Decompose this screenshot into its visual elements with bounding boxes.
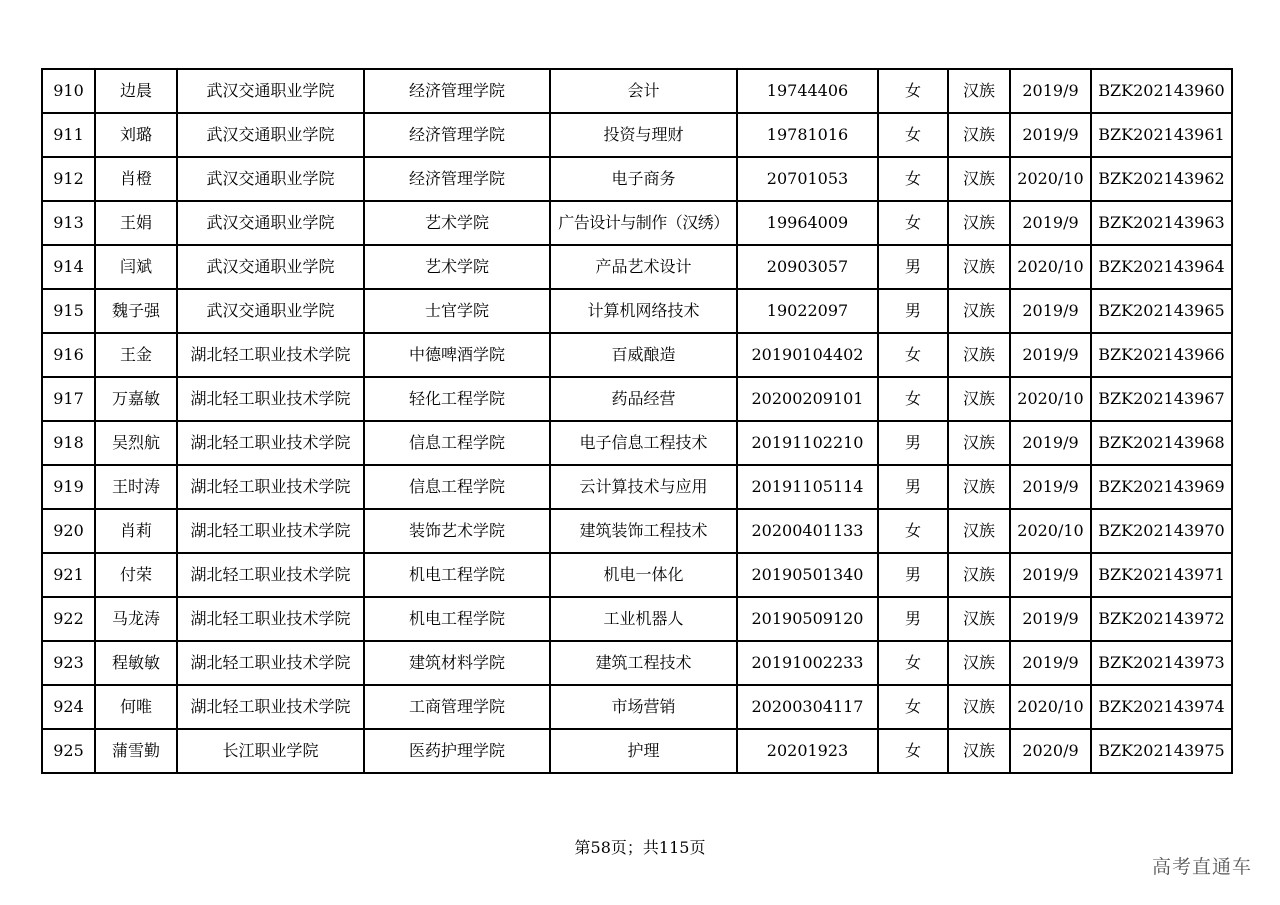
student-id-cell: 19781016 xyxy=(737,113,878,157)
gender-cell: 女 xyxy=(878,113,948,157)
student-id-cell: 20200304117 xyxy=(737,685,878,729)
student-name-cell: 刘璐 xyxy=(95,113,177,157)
table-row xyxy=(42,421,1232,465)
school-name-cell: 武汉交通职业学院 xyxy=(177,245,364,289)
table-row xyxy=(42,729,1232,773)
gender-cell: 男 xyxy=(878,289,948,333)
major-name-cell: 建筑装饰工程技术 xyxy=(550,509,737,553)
row-number-cell: 921 xyxy=(42,553,95,597)
row-number-cell: 915 xyxy=(42,289,95,333)
student-id-cell: 19964009 xyxy=(737,201,878,245)
student-name-cell: 魏子强 xyxy=(95,289,177,333)
gender-cell: 女 xyxy=(878,157,948,201)
row-number-cell: 918 xyxy=(42,421,95,465)
gender-cell: 女 xyxy=(878,509,948,553)
table-row xyxy=(42,289,1232,333)
row-number-cell: 914 xyxy=(42,245,95,289)
ethnicity-cell: 汉族 xyxy=(948,201,1010,245)
enrollment-date-cell: 2019/9 xyxy=(1010,69,1091,113)
major-name-cell: 投资与理财 xyxy=(550,113,737,157)
school-name-cell: 湖北轻工职业技术学院 xyxy=(177,685,364,729)
school-name-cell: 湖北轻工职业技术学院 xyxy=(177,465,364,509)
ethnicity-cell: 汉族 xyxy=(948,685,1010,729)
school-name-cell: 湖北轻工职业技术学院 xyxy=(177,333,364,377)
row-number-cell: 925 xyxy=(42,729,95,773)
college-name-cell: 艺术学院 xyxy=(364,201,550,245)
enrollment-date-cell: 2019/9 xyxy=(1010,465,1091,509)
ethnicity-cell: 汉族 xyxy=(948,157,1010,201)
enrollment-date-cell: 2019/9 xyxy=(1010,201,1091,245)
ethnicity-cell: 汉族 xyxy=(948,113,1010,157)
table-row xyxy=(42,553,1232,597)
school-name-cell: 湖北轻工职业技术学院 xyxy=(177,377,364,421)
student-name-cell: 万嘉敏 xyxy=(95,377,177,421)
enrollment-date-cell: 2020/10 xyxy=(1010,509,1091,553)
table-row xyxy=(42,685,1232,729)
major-name-cell: 电子信息工程技术 xyxy=(550,421,737,465)
student-id-cell: 20190501340 xyxy=(737,553,878,597)
major-name-cell: 会计 xyxy=(550,69,737,113)
enrollment-date-cell: 2020/10 xyxy=(1010,157,1091,201)
table-row xyxy=(42,245,1232,289)
school-name-cell: 长江职业学院 xyxy=(177,729,364,773)
major-name-cell: 建筑工程技术 xyxy=(550,641,737,685)
college-name-cell: 医药护理学院 xyxy=(364,729,550,773)
enrollment-date-cell: 2020/9 xyxy=(1010,729,1091,773)
ethnicity-cell: 汉族 xyxy=(948,465,1010,509)
student-name-cell: 肖莉 xyxy=(95,509,177,553)
school-name-cell: 武汉交通职业学院 xyxy=(177,113,364,157)
ethnicity-cell: 汉族 xyxy=(948,553,1010,597)
gender-cell: 女 xyxy=(878,641,948,685)
college-name-cell: 机电工程学院 xyxy=(364,597,550,641)
certificate-number-cell: BZK202143969 xyxy=(1091,465,1232,509)
school-name-cell: 湖北轻工职业技术学院 xyxy=(177,597,364,641)
school-name-cell: 湖北轻工职业技术学院 xyxy=(177,553,364,597)
certificate-number-cell: BZK202143965 xyxy=(1091,289,1232,333)
enrollment-date-cell: 2019/9 xyxy=(1010,641,1091,685)
enrollment-date-cell: 2020/10 xyxy=(1010,685,1091,729)
row-number-cell: 922 xyxy=(42,597,95,641)
row-number-cell: 913 xyxy=(42,201,95,245)
student-name-cell: 边晨 xyxy=(95,69,177,113)
row-number-cell: 920 xyxy=(42,509,95,553)
student-name-cell: 王金 xyxy=(95,333,177,377)
enrollment-date-cell: 2019/9 xyxy=(1010,333,1091,377)
gender-cell: 女 xyxy=(878,729,948,773)
certificate-number-cell: BZK202143970 xyxy=(1091,509,1232,553)
school-name-cell: 湖北轻工职业技术学院 xyxy=(177,421,364,465)
certificate-number-cell: BZK202143964 xyxy=(1091,245,1232,289)
certificate-number-cell: BZK202143975 xyxy=(1091,729,1232,773)
student-id-cell: 20701053 xyxy=(737,157,878,201)
student-id-cell: 20191002233 xyxy=(737,641,878,685)
college-name-cell: 艺术学院 xyxy=(364,245,550,289)
ethnicity-cell: 汉族 xyxy=(948,421,1010,465)
enrollment-date-cell: 2019/9 xyxy=(1010,113,1091,157)
gender-cell: 女 xyxy=(878,333,948,377)
major-name-cell: 计算机网络技术 xyxy=(550,289,737,333)
certificate-number-cell: BZK202143967 xyxy=(1091,377,1232,421)
watermark-logo: 高考直通车 xyxy=(1151,856,1252,878)
enrollment-date-cell: 2019/9 xyxy=(1010,553,1091,597)
ethnicity-cell: 汉族 xyxy=(948,69,1010,113)
ethnicity-cell: 汉族 xyxy=(948,333,1010,377)
student-name-cell: 闫斌 xyxy=(95,245,177,289)
student-id-cell: 19022097 xyxy=(737,289,878,333)
certificate-number-cell: BZK202143973 xyxy=(1091,641,1232,685)
gender-cell: 女 xyxy=(878,201,948,245)
enrollment-date-cell: 2020/10 xyxy=(1010,377,1091,421)
page-number: 第58页；共115页 xyxy=(574,838,706,857)
gender-cell: 男 xyxy=(878,465,948,509)
school-name-cell: 武汉交通职业学院 xyxy=(177,289,364,333)
table-body xyxy=(42,69,1232,773)
school-name-cell: 武汉交通职业学院 xyxy=(177,69,364,113)
gender-cell: 男 xyxy=(878,245,948,289)
major-name-cell: 产品艺术设计 xyxy=(550,245,737,289)
gender-cell: 男 xyxy=(878,553,948,597)
school-name-cell: 湖北轻工职业技术学院 xyxy=(177,641,364,685)
enrollment-date-cell: 2019/9 xyxy=(1010,597,1091,641)
enrollment-date-cell: 2019/9 xyxy=(1010,421,1091,465)
table-row xyxy=(42,641,1232,685)
college-name-cell: 中德啤酒学院 xyxy=(364,333,550,377)
certificate-number-cell: BZK202143974 xyxy=(1091,685,1232,729)
ethnicity-cell: 汉族 xyxy=(948,289,1010,333)
college-name-cell: 经济管理学院 xyxy=(364,113,550,157)
student-id-cell: 20191102210 xyxy=(737,421,878,465)
school-name-cell: 武汉交通职业学院 xyxy=(177,157,364,201)
ethnicity-cell: 汉族 xyxy=(948,245,1010,289)
certificate-number-cell: BZK202143966 xyxy=(1091,333,1232,377)
row-number-cell: 919 xyxy=(42,465,95,509)
student-list-table xyxy=(41,68,1233,774)
certificate-number-cell: BZK202143960 xyxy=(1091,69,1232,113)
student-id-cell: 20201923 xyxy=(737,729,878,773)
school-name-cell: 湖北轻工职业技术学院 xyxy=(177,509,364,553)
certificate-number-cell: BZK202143963 xyxy=(1091,201,1232,245)
college-name-cell: 经济管理学院 xyxy=(364,69,550,113)
student-name-cell: 付荣 xyxy=(95,553,177,597)
major-name-cell: 护理 xyxy=(550,729,737,773)
student-id-cell: 20190509120 xyxy=(737,597,878,641)
gender-cell: 女 xyxy=(878,377,948,421)
school-name-cell: 武汉交通职业学院 xyxy=(177,201,364,245)
student-name-cell: 程敏敏 xyxy=(95,641,177,685)
major-name-cell: 药品经营 xyxy=(550,377,737,421)
certificate-number-cell: BZK202143962 xyxy=(1091,157,1232,201)
college-name-cell: 信息工程学院 xyxy=(364,465,550,509)
table-row xyxy=(42,157,1232,201)
table-row xyxy=(42,597,1232,641)
college-name-cell: 经济管理学院 xyxy=(364,157,550,201)
college-name-cell: 士官学院 xyxy=(364,289,550,333)
student-name-cell: 肖橙 xyxy=(95,157,177,201)
college-name-cell: 轻化工程学院 xyxy=(364,377,550,421)
student-name-cell: 王娟 xyxy=(95,201,177,245)
table-row xyxy=(42,113,1232,157)
student-id-cell: 19744406 xyxy=(737,69,878,113)
table-row xyxy=(42,69,1232,113)
college-name-cell: 建筑材料学院 xyxy=(364,641,550,685)
major-name-cell: 电子商务 xyxy=(550,157,737,201)
major-name-cell: 百威酿造 xyxy=(550,333,737,377)
college-name-cell: 装饰艺术学院 xyxy=(364,509,550,553)
row-number-cell: 912 xyxy=(42,157,95,201)
certificate-number-cell: BZK202143972 xyxy=(1091,597,1232,641)
student-id-cell: 20190104402 xyxy=(737,333,878,377)
ethnicity-cell: 汉族 xyxy=(948,597,1010,641)
row-number-cell: 911 xyxy=(42,113,95,157)
major-name-cell: 市场营销 xyxy=(550,685,737,729)
table-row xyxy=(42,465,1232,509)
major-name-cell: 机电一体化 xyxy=(550,553,737,597)
row-number-cell: 910 xyxy=(42,69,95,113)
gender-cell: 女 xyxy=(878,685,948,729)
student-id-cell: 20200401133 xyxy=(737,509,878,553)
college-name-cell: 机电工程学院 xyxy=(364,553,550,597)
enrollment-date-cell: 2020/10 xyxy=(1010,245,1091,289)
student-id-cell: 20191105114 xyxy=(737,465,878,509)
major-name-cell: 广告设计与制作（汉绣） xyxy=(550,201,737,245)
gender-cell: 女 xyxy=(878,69,948,113)
table-row xyxy=(42,377,1232,421)
ethnicity-cell: 汉族 xyxy=(948,729,1010,773)
certificate-number-cell: BZK202143961 xyxy=(1091,113,1232,157)
college-name-cell: 信息工程学院 xyxy=(364,421,550,465)
gender-cell: 男 xyxy=(878,421,948,465)
row-number-cell: 917 xyxy=(42,377,95,421)
student-name-cell: 马龙涛 xyxy=(95,597,177,641)
gender-cell: 男 xyxy=(878,597,948,641)
ethnicity-cell: 汉族 xyxy=(948,641,1010,685)
table-row xyxy=(42,201,1232,245)
student-name-cell: 何唯 xyxy=(95,685,177,729)
row-number-cell: 924 xyxy=(42,685,95,729)
certificate-number-cell: BZK202143971 xyxy=(1091,553,1232,597)
ethnicity-cell: 汉族 xyxy=(948,377,1010,421)
student-name-cell: 吴烈航 xyxy=(95,421,177,465)
major-name-cell: 云计算技术与应用 xyxy=(550,465,737,509)
row-number-cell: 916 xyxy=(42,333,95,377)
row-number-cell: 923 xyxy=(42,641,95,685)
ethnicity-cell: 汉族 xyxy=(948,509,1010,553)
certificate-number-cell: BZK202143968 xyxy=(1091,421,1232,465)
major-name-cell: 工业机器人 xyxy=(550,597,737,641)
table-row xyxy=(42,509,1232,553)
student-name-cell: 蒲雪勤 xyxy=(95,729,177,773)
enrollment-date-cell: 2019/9 xyxy=(1010,289,1091,333)
table-row xyxy=(42,333,1232,377)
student-id-cell: 20200209101 xyxy=(737,377,878,421)
student-id-cell: 20903057 xyxy=(737,245,878,289)
college-name-cell: 工商管理学院 xyxy=(364,685,550,729)
student-name-cell: 王时涛 xyxy=(95,465,177,509)
